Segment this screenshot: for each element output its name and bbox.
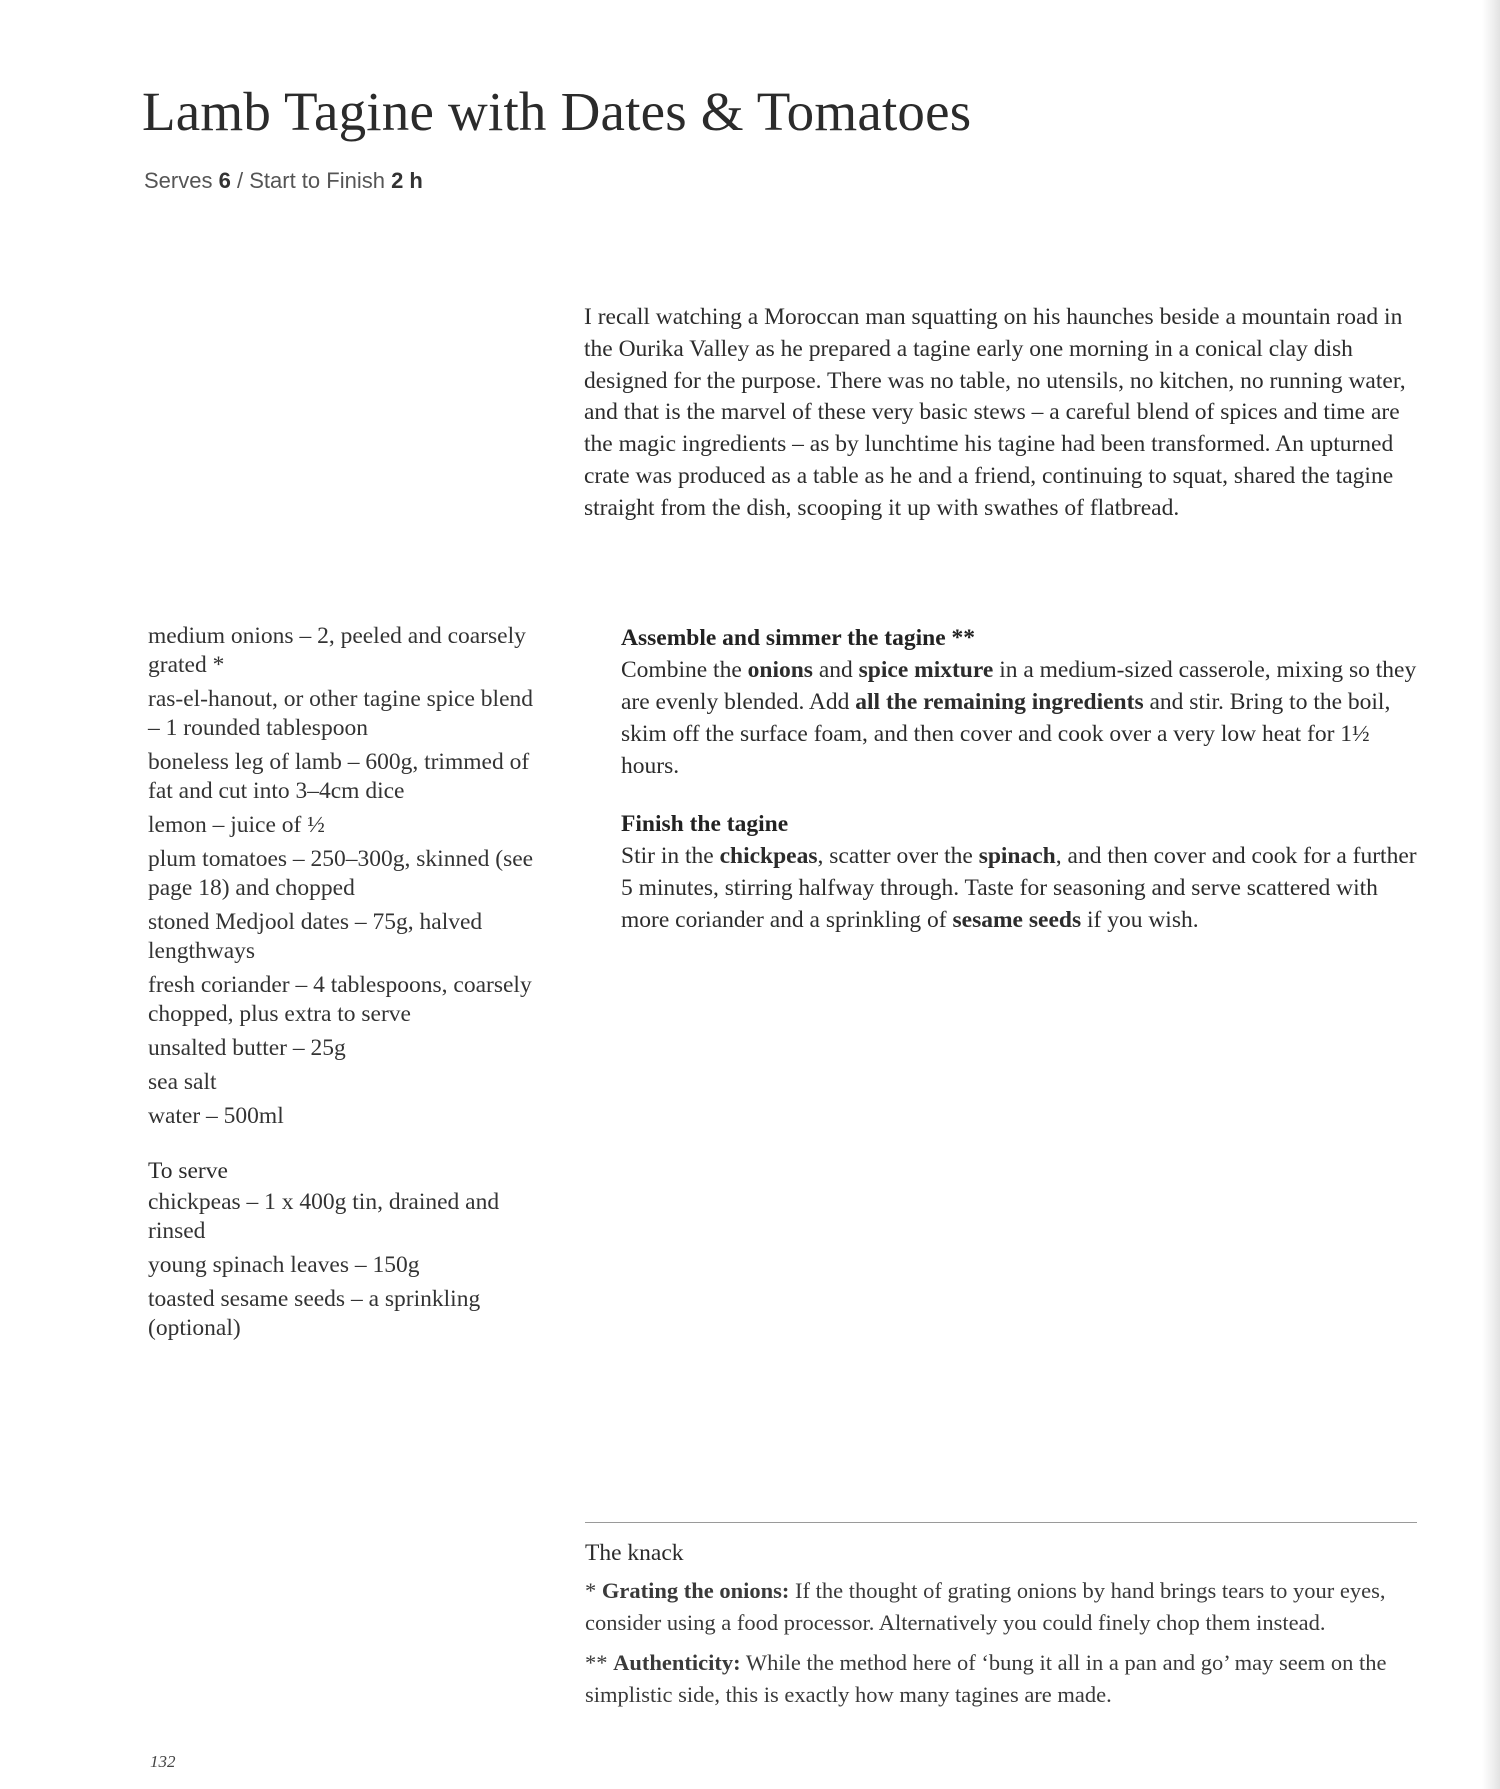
bold-run: spinach xyxy=(978,843,1056,869)
ingredient-item: lemon – juice of ½ xyxy=(148,812,325,838)
ingredient-item: fresh coriander – 4 tablespoons, coarsely chopped, plus extra to serve xyxy=(148,972,532,1027)
time-label: Start to Finish xyxy=(249,168,385,193)
bold-run: chickpeas xyxy=(719,843,818,869)
ingredient-item: stoned Medjool dates – 75g, halved lengthways xyxy=(148,909,483,964)
ingredient-item: unsalted butter – 25g xyxy=(148,1035,346,1061)
knack-note-grating xyxy=(585,1575,1417,1639)
ingredient-item: medium onions – 2, peeled and coarsely grated * xyxy=(148,623,526,678)
serves-label: Serves xyxy=(144,168,213,193)
knack-heading: The knack xyxy=(585,1540,684,1566)
note-text: While the method here of ‘bung it all in a pan and go’ may seem on the simplistic side, this is exactly how many tagines are made. xyxy=(585,1650,1387,1707)
knack-note-authenticity xyxy=(585,1647,1417,1711)
text-run: in a medium-sized casserole, mixing so they are evenly blended. Add xyxy=(621,657,1417,715)
ingredient-item: ras-el-hanout, or other tagine spice blend – 1 rounded tablespoon xyxy=(148,686,533,741)
recipe-title: Lamb Tagine with Dates & Tomatoes xyxy=(142,81,972,142)
ingredient-item: plum tomatoes – 250–300g, skinned (see page 18) and chopped xyxy=(148,846,534,901)
time-value: 2 h xyxy=(391,168,423,193)
footnote-marker: * xyxy=(585,1578,602,1603)
footnote-marker: ** xyxy=(585,1650,614,1675)
bold-run: all the remaining ingredients xyxy=(855,689,1144,715)
knack-box xyxy=(585,1522,1417,1719)
to-serve-list xyxy=(148,1188,538,1343)
page-binding-shadow xyxy=(1482,0,1500,1789)
bold-run: spice mixture xyxy=(858,657,994,683)
text-run: and stir. Bring to the boil, skim off the surface foam, and then cover and cook over a very low heat for 1½ hours. xyxy=(621,689,1391,779)
bold-run: onions xyxy=(747,657,813,683)
intro-paragraph: I recall watching a Moroccan man squatting on his haunches beside a mountain road in the Ourika Valley as he prepared a tagine early one morning in a conical clay dish designed for the purpose. There was no table, no utensils, no kitchen, no running water, and that is the marvel of these very basic stews – a careful blend of spices and time are the magic ingredients – as by lunchtime his tagine had been transformed. An upturned crate was produced as a table as he and a friend, continuing to squat, shared the tagine straight from the dish, scooping it up with swathes of flatbread. xyxy=(584,304,1406,521)
text-run: and xyxy=(812,657,859,683)
serves-separator: / xyxy=(236,168,244,193)
serves-info xyxy=(144,168,423,194)
to-serve-item: young spinach leaves – 150g xyxy=(148,1252,420,1278)
method-column xyxy=(621,622,1431,962)
to-serve-item: chickpeas – 1 x 400g tin, drained and rinsed xyxy=(148,1189,500,1244)
serves-value: 6 xyxy=(218,168,231,193)
to-serve-heading: To serve xyxy=(148,1158,228,1184)
ingredient-item: water – 500ml xyxy=(148,1103,284,1129)
text-run: Combine the xyxy=(621,657,748,683)
step-1-text xyxy=(621,654,1431,782)
bold-run: sesame seeds xyxy=(952,907,1082,933)
page-number: 132 xyxy=(150,1752,176,1771)
step-1-title: Assemble and simmer the tagine ** xyxy=(621,625,976,651)
ingredient-item: sea salt xyxy=(148,1069,217,1095)
step-2-title: Finish the tagine xyxy=(621,811,789,837)
text-run: Stir in the xyxy=(621,843,720,869)
text-run: , scatter over the xyxy=(817,843,979,869)
ingredients-column xyxy=(148,622,538,1348)
ingredient-list xyxy=(148,622,538,1131)
to-serve-item: toasted sesame seeds – a sprinkling (optional) xyxy=(148,1286,481,1341)
ingredient-item: boneless leg of lamb – 600g, trimmed of fat and cut into 3–4cm dice xyxy=(148,749,530,804)
note-title: Grating the onions: xyxy=(601,1578,790,1603)
note-title: Authenticity: xyxy=(613,1650,741,1675)
text-run: , and then cover and cook for a further 5 minutes, stirring halfway through. Taste for seasoning and serve scattered with more coriander and a sprinkling of xyxy=(621,843,1417,933)
text-run: if you wish. xyxy=(1081,907,1199,933)
step-2-text xyxy=(621,840,1431,936)
note-text: If the thought of grating onions by hand brings tears to your eyes, consider using a food processor. Alternatively you could finely chop them instead. xyxy=(585,1578,1386,1635)
